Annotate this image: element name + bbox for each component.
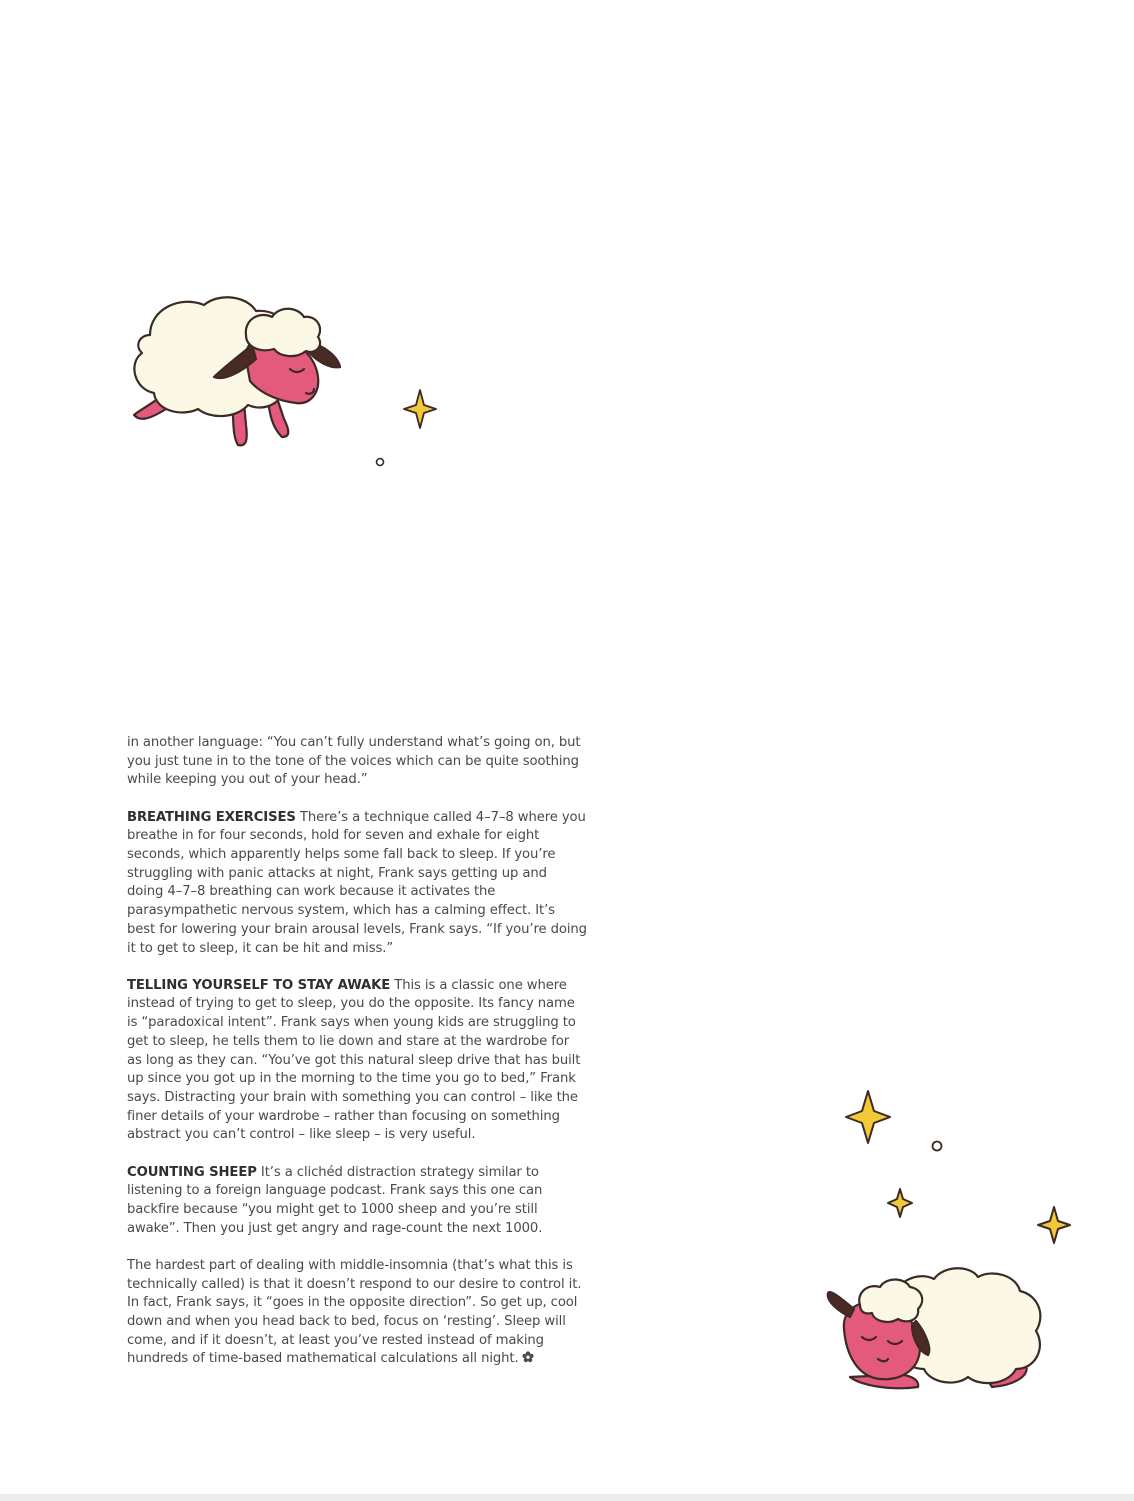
paragraph-body: This is a classic one where instead of trying to get to sleep, you do the opposite. Its fancy name is “paradoxical intent”. Frank says when young kids are struggling to get to sleep, he tells them to lie down and stare at the wardrobe for as long as they can. “You’ve got this natural sleep drive that has built up since you got up in the morning to the time you go to bed,” Frank says. Distracting your brain with something you can control – like the finer details of your wardrobe – rather than focusing on something abstract you can’t control – like sleep – is very useful. bbox=[127, 977, 581, 1143]
article-paragraph-breathing bbox=[127, 809, 587, 959]
article-paragraph-counting-sheep bbox=[127, 1164, 587, 1239]
sleeping-sheep-illustration bbox=[820, 1085, 1080, 1405]
section-heading-breathing: BREATHING EXERCISES bbox=[127, 809, 296, 825]
flower-end-mark-icon bbox=[522, 1351, 534, 1363]
page-bottom-edge bbox=[0, 1494, 1134, 1501]
article-body bbox=[127, 734, 587, 1388]
article-paragraph-conclusion bbox=[127, 1257, 587, 1369]
article-paragraph-1 bbox=[127, 734, 587, 790]
section-heading-counting-sheep: COUNTING SHEEP bbox=[127, 1164, 257, 1180]
paragraph-body: There’s a technique called 4–7–8 where you breathe in for four seconds, hold for seven and exhale for eight seconds, which apparently helps some fall back to sleep. If you’re struggling with panic attacks at night, Frank says getting up and doing 4–7–8 breathing can work because it activates the parasympathetic nervous system, which has a calming effect. It’s best for lowering your brain arousal levels, Frank says. “If you’re doing it to get to sleep, it can be hit and miss.” bbox=[127, 809, 587, 956]
paragraph-body: in another language: “You can’t fully understand what’s going on, but you just tune in to the tone of the voices which can be quite soothing while keeping you out of your head.” bbox=[127, 735, 581, 788]
jumping-sheep-illustration bbox=[120, 285, 450, 475]
paragraph-body: The hardest part of dealing with middle-insomnia (that’s what this is technically called) is that it doesn’t respond to our desire to control it. In fact, Frank says, it “goes in the opposite direction”. So get up, cool down and when you head back to bed, focus on ‘resting’. Sleep will come, and if it doesn’t, at least you’ve rested instead of making hundreds of time-based mathematical calculations all night. bbox=[127, 1257, 582, 1367]
paragraph-body: It’s a clichéd distraction strategy similar to listening to a foreign language podcast. Frank says this one can backfire because “you might get to 1000 sheep and you’re still awake”. Then you just get angry and rage-count the next 1000. bbox=[127, 1164, 543, 1236]
section-heading-stay-awake: TELLING YOURSELF TO STAY AWAKE bbox=[127, 977, 391, 993]
article-paragraph-stay-awake bbox=[127, 977, 587, 1145]
